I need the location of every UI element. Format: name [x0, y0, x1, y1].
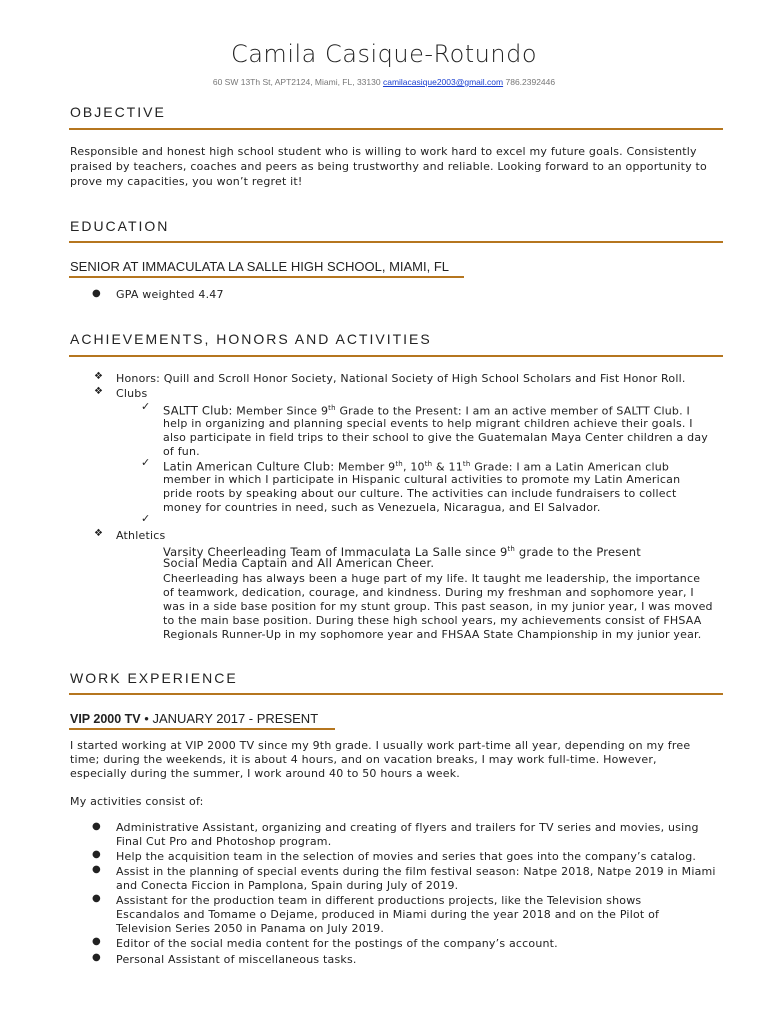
saltt-line-2: help in organizing and planning special events to help migrant children achieve their goals. I	[163, 417, 693, 430]
cheer-line-4: to the main base position. During these high school years, my achievements consist of FHSAA	[163, 614, 702, 627]
cheer-line-5: Regionals Runner-Up in my sophomore year and FHSAA State Championship in my junior year.	[163, 628, 702, 641]
section-divider	[69, 693, 723, 695]
activity-1-line-2: Final Cut Pro and Photoshop program.	[116, 835, 332, 848]
school-underline	[69, 276, 464, 278]
job-underline	[69, 728, 335, 730]
achievements-heading: ACHIEVEMENTS, HONORS AND ACTIVITIES	[70, 331, 432, 347]
bullet: ●	[92, 893, 101, 904]
diamond-bullet: ❖	[94, 371, 103, 382]
email-link[interactable]: camilacasique2003@gmail.com	[382, 77, 504, 87]
candidate-name: Camila Casique-Rotundo	[230, 40, 538, 68]
activity-3-line-2: and Conecta Ficcion in Pamplona, Spain during July of 2019.	[116, 879, 459, 892]
saltt-line-4: of fun.	[163, 445, 200, 458]
address: 60 SW 13Th St, APT2124, Miami, FL, 33130	[212, 77, 381, 87]
check-icon: ✓	[141, 512, 151, 525]
work-para-1: I started working at VIP 2000 TV since my 9th grade. I usually work part-time all year, depending on my free	[70, 739, 691, 752]
work-para-3: especially during the summer, I work around 40 to 50 hours a week.	[70, 767, 460, 780]
section-divider	[69, 128, 723, 130]
latin-line-1: Latin American Culture Club: Member 9th, 10th & 11th Grade: I am a Latin American club	[163, 459, 670, 474]
contact-line	[0, 77, 768, 87]
cheer-line-2: of teamwork, dedication, courage, and kindness. During my freshman and sophomore year, I	[163, 586, 694, 599]
cheer-line-1: Cheerleading has always been a huge part of my life. It taught me leadership, the importance	[163, 572, 701, 585]
saltt-line-3: also participate in field trips to their school to give the Guatemalan Maya Center children a day	[163, 431, 708, 444]
objective-text: Responsible and honest high school student who is willing to work hard to excel my future goals. Consistently praised by teachers, coaches and peers as being trustworthy and reliable. Looking forward to an opportunity to prove my capacities, you won’t regret it!	[70, 145, 707, 188]
phone: 786.2392446	[505, 77, 556, 87]
cheer-line-3: was in a side base position for my stunt group. This past season, in my junior year, I was moved	[163, 600, 713, 613]
activity-2: Help the acquisition team in the selection of movies and series that goes into the company’s catalog.	[116, 850, 697, 863]
work-para-2: time; during the weekends, it is about 4 hours, and on vacation breaks, I may work full-time. However,	[70, 753, 657, 766]
clubs-label: Clubs	[116, 387, 148, 400]
activity-4-line-3: Television Series 2050 in Panama on July 2019.	[116, 922, 385, 935]
diamond-bullet: ❖	[94, 386, 103, 397]
activity-6: Personal Assistant of miscellaneous tasks.	[116, 953, 357, 966]
objective-heading: OBJECTIVE	[70, 104, 166, 120]
bullet: ●	[92, 821, 101, 832]
bullet: ●	[92, 864, 101, 875]
latin-line-3: pride roots by speaking about our culture. The activities can include fundraisers to collect	[163, 487, 677, 500]
diamond-bullet: ❖	[94, 528, 103, 539]
activity-5: Editor of the social media content for the postings of the company’s account.	[116, 937, 558, 950]
activity-4-line-2: Escandalos and Tomame o Dejame, produced in Miami during the year 2018 and on the Pilot of	[116, 908, 660, 921]
athletics-label: Athletics	[116, 529, 166, 542]
section-divider	[69, 355, 723, 357]
latin-line-4: money for countries in need, such as Venezuela, Nicaragua, and El Salvador.	[163, 501, 601, 514]
section-divider	[69, 241, 723, 243]
cheer-title: Varsity Cheerleading Team of Immaculata La Salle since 9th grade to the Present	[163, 544, 641, 559]
activities-intro: My activities consist of:	[70, 795, 204, 808]
bullet: ●	[92, 288, 101, 299]
gpa: GPA weighted 4.47	[116, 288, 224, 301]
education-heading: EDUCATION	[70, 218, 170, 234]
activity-3-line-1: Assist in the planning of special events during the film festival season: Natpe 2018, Natpe 2019 in Miami	[116, 865, 716, 878]
check-icon: ✓	[141, 456, 151, 469]
cheer-roles: Social Media Captain and All American Cheer.	[163, 556, 435, 570]
saltt-line-1: SALTT Club: Member Since 9th Grade to the Present: I am an active member of SALTT Club. I	[163, 403, 690, 418]
work-heading: WORK EXPERIENCE	[70, 670, 238, 686]
check-icon: ✓	[141, 400, 151, 413]
bullet: ●	[92, 849, 101, 860]
job-title: VIP 2000 TV • JANUARY 2017 - PRESENT	[70, 711, 319, 726]
bullet: ●	[92, 936, 101, 947]
latin-line-2: member in which I participate in Hispanic cultural activities to promote my Latin American	[163, 473, 681, 486]
school-title: SENIOR AT IMMACULATA LA SALLE HIGH SCHOOL, MIAMI, FL	[70, 259, 450, 274]
bullet: ●	[92, 952, 101, 963]
honors: Honors: Quill and Scroll Honor Society, National Society of High School Scholars and Fist Honor Roll.	[116, 372, 686, 385]
activity-4-line-1: Assistant for the production team in different productions projects, like the Television shows	[116, 894, 642, 907]
activity-1-line-1: Administrative Assistant, organizing and creating of flyers and trailers for TV series and movies, using	[116, 821, 699, 834]
